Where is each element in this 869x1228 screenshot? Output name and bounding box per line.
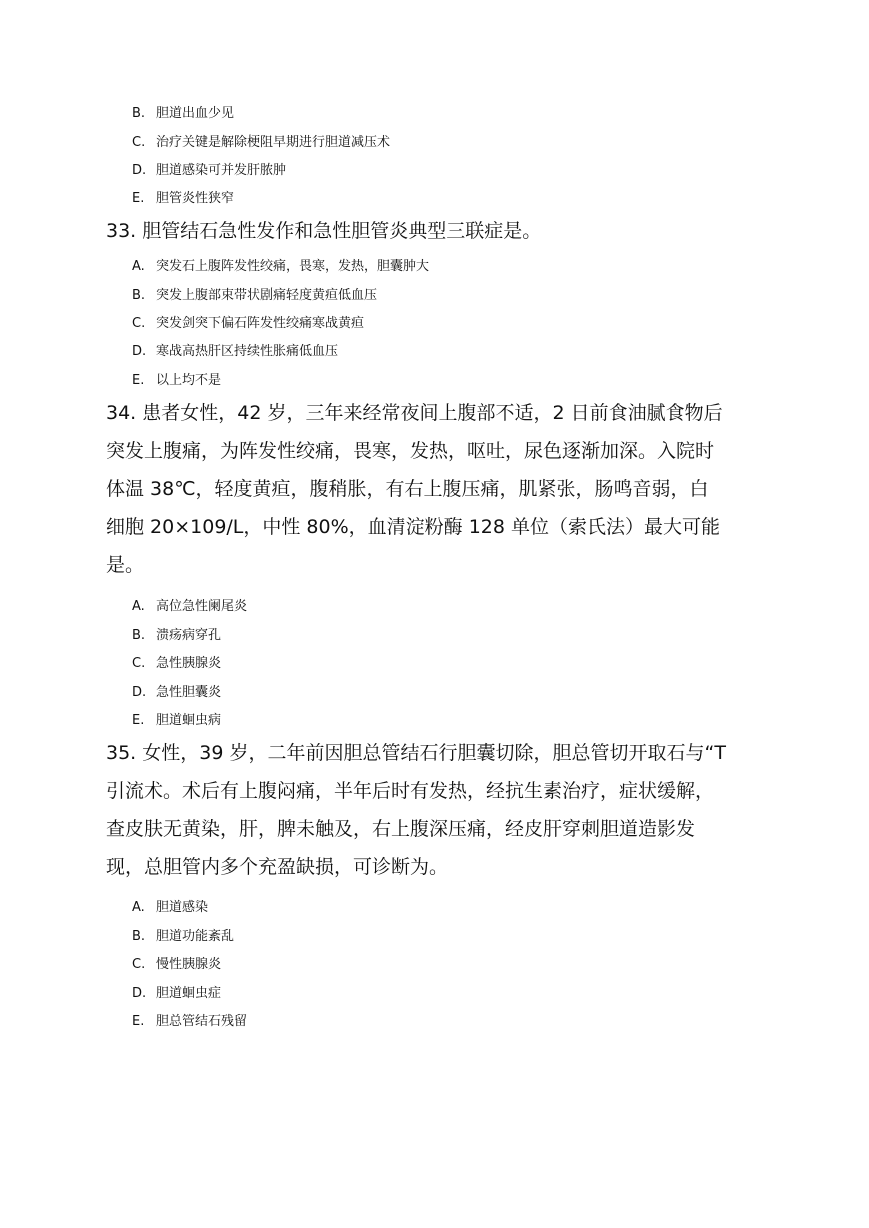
option-letter: C. xyxy=(132,957,146,972)
option-text: 胆道出血少见 xyxy=(156,106,235,121)
option-text: 胆道功能紊乱 xyxy=(156,929,235,944)
option-text: 突发上腹部束带状剧痛轻度黄疸低血压 xyxy=(156,288,378,303)
stem-line: 突发上腹痛，为阵发性绞痛，畏寒，发热，呕吐，尿色逐渐加深。入院时 xyxy=(106,440,715,462)
option-letter: E. xyxy=(132,373,145,388)
q34-option-d xyxy=(132,685,221,701)
option-text: 急性胰腺炎 xyxy=(156,656,222,671)
stem-line: 体温 38℃，轻度黄疸，腹稍胀，有右上腹压痛，肌紧张，肠鸣音弱，白 xyxy=(106,478,709,500)
stem-line: 35. 女性，39 岁，二年前因胆总管结石行胆囊切除，胆总管切开取石与“T xyxy=(106,742,726,764)
option-text: 突发剑突下偏石阵发性绞痛寒战黄疸 xyxy=(156,316,365,331)
option-letter: D. xyxy=(132,344,147,359)
option-letter: E. xyxy=(132,1014,145,1029)
option-letter: C. xyxy=(132,316,146,331)
q33-option-e xyxy=(132,373,221,389)
option-letter: A. xyxy=(132,900,145,915)
option-letter: A. xyxy=(132,259,145,274)
option-text: 以上均不是 xyxy=(156,373,222,388)
option-letter: D. xyxy=(132,986,147,1001)
option-letter: B. xyxy=(132,106,146,121)
stem-line: 查皮肤无黄染，肝，脾未触及，右上腹深压痛，经皮肝穿刺胆道造影发 xyxy=(106,818,696,840)
question-34-stem xyxy=(106,394,766,584)
q34-option-e xyxy=(132,713,221,729)
option-letter: E. xyxy=(132,713,145,728)
stem-line: 引流术。术后有上腹闷痛，半年后时有发热，经抗生素治疗，症状缓解， xyxy=(106,780,715,802)
q34-option-c xyxy=(132,656,221,672)
option-letter: D. xyxy=(132,163,147,178)
q35-option-a xyxy=(132,900,208,916)
option-text: 溃疡病穿孔 xyxy=(156,628,222,643)
prev-option-e xyxy=(132,191,234,207)
q35-option-d xyxy=(132,986,221,1002)
option-letter: B. xyxy=(132,288,146,303)
stem-line: 是。 xyxy=(106,554,145,576)
q34-option-b xyxy=(132,628,221,644)
option-text: 胆道感染可并发肝脓肿 xyxy=(156,163,287,178)
option-letter: C. xyxy=(132,135,146,150)
option-text: 胆道蛔虫症 xyxy=(156,986,222,1001)
prev-option-c xyxy=(132,135,390,151)
q33-option-b xyxy=(132,288,377,304)
option-text: 高位急性阑尾炎 xyxy=(156,599,248,614)
prev-option-d xyxy=(132,163,286,179)
option-letter: D. xyxy=(132,685,147,700)
option-text: 胆道蛔虫病 xyxy=(156,713,222,728)
option-text: 寒战高热肝区持续性胀痛低血压 xyxy=(156,344,339,359)
q33-option-d xyxy=(132,344,338,360)
stem-line: 34. 患者女性，42 岁，三年来经常夜间上腹部不适，2 日前食油腻食物后 xyxy=(106,402,723,424)
stem-line: 现，总胆管内多个充盈缺损，可诊断为。 xyxy=(106,856,449,878)
question-33-stem xyxy=(106,212,766,250)
option-letter: B. xyxy=(132,929,146,944)
question-35-stem xyxy=(106,734,766,886)
option-text: 胆总管结石残留 xyxy=(156,1014,248,1029)
q35-option-b xyxy=(132,929,234,945)
option-letter: E. xyxy=(132,191,145,206)
option-text: 急性胆囊炎 xyxy=(156,685,222,700)
option-text: 胆管炎性狭窄 xyxy=(156,191,235,206)
option-letter: A. xyxy=(132,599,145,614)
q33-option-c xyxy=(132,316,364,332)
q35-option-e xyxy=(132,1014,247,1030)
option-letter: C. xyxy=(132,656,146,671)
q34-option-a xyxy=(132,599,247,615)
q35-option-c xyxy=(132,957,221,973)
option-text: 慢性胰腺炎 xyxy=(156,957,222,972)
option-text: 突发石上腹阵发性绞痛，畏寒，发热，胆囊肿大 xyxy=(156,259,430,274)
option-text: 胆道感染 xyxy=(156,900,209,915)
stem-line: 细胞 20×109/L，中性 80%，血清淀粉酶 128 单位（索氏法）最大可能 xyxy=(106,516,721,538)
stem-line: 33. 胆管结石急性发作和急性胆管炎典型三联症是。 xyxy=(106,220,542,242)
option-text: 治疗关键是解除梗阻早期进行胆道减压术 xyxy=(156,135,391,150)
prev-option-b xyxy=(132,106,234,122)
option-letter: B. xyxy=(132,628,146,643)
q33-option-a xyxy=(132,259,429,275)
